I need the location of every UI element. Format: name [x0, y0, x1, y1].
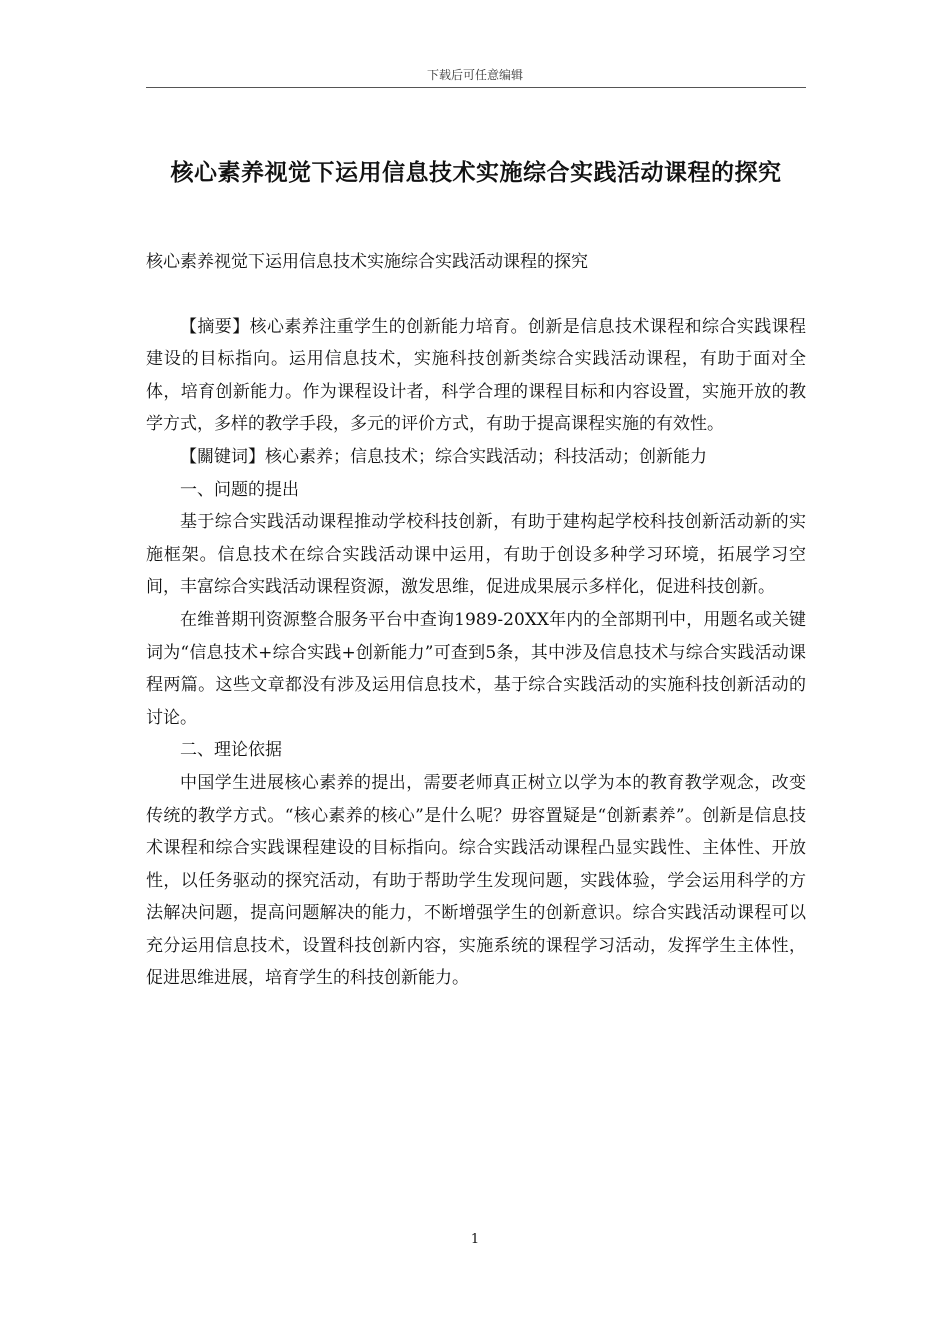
- document-body: [146, 246, 806, 995]
- document-subtitle: 核心素养视觉下运用信息技术实施综合实践活动课程的探究: [146, 252, 588, 272]
- section-heading-1: 一、问题的提出: [180, 479, 299, 500]
- body-paragraph: 中国学生进展核心素养的提出，需要老师真正树立以学为本的教育教学观念，改变传统的教学方式。“核心素养的核心”是什么呢？毋容置疑是“创新素养”。创新是信息技术课程和综合实践课程建设的目标指向。综合实践活动课程凸显实践性、主体性、开放性，以任务驱动的探究活动，有助于帮助学生发现问题，实践体验，学会运用科学的方法解决问题，提高问题解决的能力，不断增强学生的创新意识。综合实践活动课程可以充分运用信息技术，设置科技创新内容，实施系统的课程学习活动，发挥学生主体性，促进思维进展，培育学生的科技创新能力。: [146, 772, 806, 989]
- abstract-paragraph: 【摘要】核心素养注重学生的创新能力培育。创新是信息技术课程和综合实践课程建设的目标指向。运用信息技术，实施科技创新类综合实践活动课程，有助于面对全体，培育创新能力。作为课程设计者，科学合理的课程目标和内容设置，实施开放的教学方式，多样的教学手段，多元的评价方式，有助于提高课程实施的有效性。: [146, 316, 806, 435]
- body-paragraph: 在维普期刊资源整合服务平台中查询1989-20XX年内的全部期刊中，用题名或关键词为“信息技术+综合实践+创新能力”可查到5条，其中涉及信息技术与综合实践活动课程两篇。这些文章都没有涉及运用信息技术，基于综合实践活动的实施科技创新活动的讨论。: [146, 609, 806, 728]
- page-number: 1: [470, 1232, 480, 1247]
- keywords-paragraph: 【關键词】核心素养；信息技术；综合实践活动；科技活动；创新能力: [180, 446, 707, 467]
- header-note: 下载后可任意编辑: [426, 68, 523, 82]
- document-title: 核心素养视觉下运用信息技术实施综合实践活动课程的探究: [170, 159, 782, 186]
- section-heading-2: 二、理论依据: [180, 740, 282, 761]
- body-paragraph: 基于综合实践活动课程推动学校科技创新，有助于建构起学校科技创新活动新的实施框架。信息技术在综合实践活动课中运用，有助于创设多种学习环境，拓展学习空间，丰富综合实践活动课程资源，激发思维，促进成果展示多样化，促进科技创新。: [146, 512, 806, 598]
- header-divider: [146, 87, 806, 88]
